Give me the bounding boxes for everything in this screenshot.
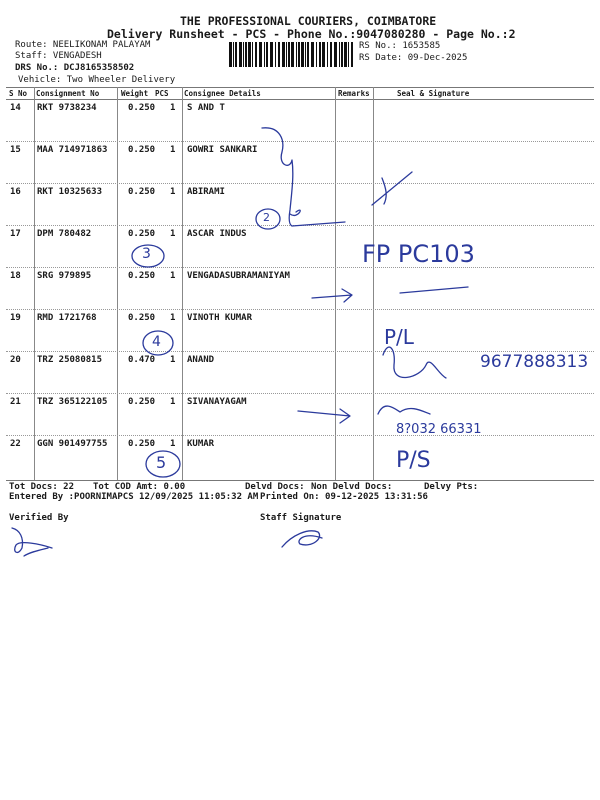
barcode-bar: [330, 42, 332, 67]
barcode-bar: [233, 42, 234, 67]
cell-consignment: TRZ 25080815: [37, 355, 103, 365]
barcode-bar: [341, 42, 343, 67]
handwritten-pl-1: P/L: [384, 325, 414, 349]
table-row: [0, 267, 600, 309]
cell-weight: 0.250: [128, 271, 156, 281]
cell-pcs: 1: [170, 397, 176, 407]
cell-consignee: VENGADASUBRAMANIYAM: [187, 271, 290, 281]
barcode-bar: [307, 42, 309, 67]
cell-sno: 14: [10, 103, 21, 113]
cell-consignee: ANAND: [187, 355, 215, 365]
handwritten-phone-1: 9677888313: [480, 352, 589, 372]
barcode-bar: [351, 42, 353, 67]
col-sno: S No: [9, 89, 28, 98]
cell-weight: 0.250: [128, 145, 156, 155]
barcode-bar: [316, 42, 317, 67]
table-row: [0, 309, 600, 351]
barcode-bar: [270, 42, 273, 67]
cell-consignment: RKT 10325633: [37, 187, 103, 197]
cell-pcs: 1: [170, 355, 176, 365]
cell-weight: 0.250: [128, 229, 156, 239]
row-divider: [6, 141, 594, 142]
barcode-bar: [305, 42, 306, 67]
handwritten-pl-2: P/S: [396, 448, 431, 473]
cell-consignee: VINOTH KUMAR: [187, 313, 253, 323]
non-delivered-docs: Non Delvd Docs:: [311, 482, 393, 492]
row-divider: [6, 309, 594, 310]
barcode-bar: [296, 42, 297, 67]
cell-pcs: 1: [170, 187, 176, 197]
staff-signature-mark: [282, 531, 322, 547]
col-weight: Weight: [121, 89, 149, 98]
handwritten-phone-2: 8?032 66331: [396, 422, 482, 437]
cell-consignee: ABIRAMI: [187, 187, 225, 197]
barcode-bar: [298, 42, 300, 67]
table-row: [0, 183, 600, 225]
table-row: [0, 225, 600, 267]
staff-label: Staff: VENGADESH: [15, 51, 102, 61]
row-divider: [6, 225, 594, 226]
barcode-bar: [235, 42, 237, 67]
cell-sno: 17: [10, 229, 21, 239]
footer-top-rule: [6, 480, 594, 481]
cell-consignee: KUMAR: [187, 439, 215, 449]
table-row: [0, 435, 600, 477]
col-remarks: Remarks: [338, 89, 370, 98]
cell-pcs: 1: [170, 271, 176, 281]
cell-weight: 0.250: [128, 397, 156, 407]
cell-weight: 0.250: [128, 313, 156, 323]
total-cod-amount: Tot COD Amt: 0.00: [93, 482, 186, 492]
row-divider: [6, 435, 594, 436]
cell-weight: 0.250: [128, 103, 156, 113]
row-divider: [6, 183, 594, 184]
barcode-bar: [243, 42, 244, 67]
handwritten-circle-2: 2: [263, 211, 270, 224]
cell-consignee: S AND T: [187, 103, 225, 113]
handwritten-circle-4: 4: [152, 334, 161, 350]
barcode-bar: [252, 42, 253, 67]
rs-date: RS Date: 09-Dec-2025: [359, 53, 468, 63]
cell-weight: 0.250: [128, 187, 156, 197]
barcode-bar: [264, 42, 265, 67]
cell-consignment: GGN 901497755: [37, 439, 108, 449]
barcode-bar: [291, 42, 294, 67]
row-divider: [6, 393, 594, 394]
table-row: [0, 141, 600, 183]
entered-by: Entered By :POORNIMAPCS 12/09/2025 11:05:32 AM: [9, 492, 259, 502]
col-consignment: Consignment No: [36, 89, 100, 98]
cell-consignment: RMD 1721768: [37, 313, 97, 323]
barcode: [229, 42, 354, 67]
total-docs: Tot Docs: 22: [9, 482, 75, 492]
company-title: THE PROFESSIONAL COURIERS, COIMBATORE: [180, 14, 437, 28]
barcode-bar: [311, 42, 314, 67]
cell-pcs: 1: [170, 313, 176, 323]
cell-consignment: DPM 780482: [37, 229, 92, 239]
cell-sno: 22: [10, 439, 21, 449]
barcode-bar: [322, 42, 325, 67]
cell-pcs: 1: [170, 145, 176, 155]
runsheet-subtitle: Delivery Runsheet - PCS - Phone No.:9047080280 - Page No.:2: [107, 27, 516, 41]
barcode-bar: [334, 42, 337, 67]
cell-weight: 0.250: [128, 439, 156, 449]
barcode-bar: [266, 42, 268, 67]
col-consignee: Consignee Details: [184, 89, 261, 98]
rs-number: RS No.: 1653585: [359, 41, 441, 51]
barcode-bar: [229, 42, 232, 67]
cell-sno: 15: [10, 145, 21, 155]
cell-consignment: TRZ 365122105: [37, 397, 108, 407]
barcode-bar: [282, 42, 285, 67]
cell-pcs: 1: [170, 229, 176, 239]
staff-signature-label: Staff Signature: [260, 513, 342, 523]
handwritten-fp: FP PC103: [362, 240, 475, 268]
barcode-bar: [286, 42, 287, 67]
handwritten-circle-5: 5: [156, 453, 167, 472]
cell-sno: 20: [10, 355, 21, 365]
barcode-bar: [348, 42, 349, 67]
route-label: Route: NEELIKONAM PALAYAM: [15, 40, 151, 50]
table-top-rule: [6, 87, 594, 88]
handwritten-circle-3: 3: [142, 246, 151, 262]
cell-sno: 18: [10, 271, 21, 281]
barcode-bar: [327, 42, 328, 67]
col-seal-signature: Seal & Signature: [397, 89, 470, 98]
cell-sno: 16: [10, 187, 21, 197]
cell-consignee: ASCAR INDUS: [187, 229, 247, 239]
cell-weight: 0.470: [128, 355, 156, 365]
printed-on: Printed On: 09-12-2025 13:31:56: [260, 492, 428, 502]
barcode-bar: [255, 42, 257, 67]
cell-consignment: RKT 9738234: [37, 103, 97, 113]
delivery-points: Delvy Pts:: [424, 482, 479, 492]
verified-signature: [12, 528, 52, 556]
cell-consignment: MAA 714971863: [37, 145, 108, 155]
table-row: [0, 393, 600, 435]
cell-sno: 19: [10, 313, 21, 323]
col-pcs: PCS: [155, 89, 169, 98]
barcode-bar: [259, 42, 262, 67]
delivered-docs: Delvd Docs:: [245, 482, 305, 492]
barcode-bar: [278, 42, 280, 67]
cell-consignee: GOWRI SANKARI: [187, 145, 258, 155]
barcode-bar: [239, 42, 242, 67]
barcode-bar: [319, 42, 321, 67]
row-divider: [6, 267, 594, 268]
table-header: [0, 89, 600, 99]
barcode-bar: [301, 42, 304, 67]
vehicle-label: Vehicle: Two Wheeler Delivery: [18, 75, 176, 85]
barcode-bar: [288, 42, 290, 67]
barcode-bar: [275, 42, 276, 67]
barcode-bar: [248, 42, 251, 67]
cell-sno: 21: [10, 397, 21, 407]
cell-pcs: 1: [170, 103, 176, 113]
verified-by-label: Verified By: [9, 513, 69, 523]
barcode-bar: [245, 42, 247, 67]
cell-consignment: SRG 979895: [37, 271, 92, 281]
barcode-bar: [344, 42, 347, 67]
drs-number: DRS No.: DCJ8165358502: [15, 63, 135, 73]
barcode-bar: [339, 42, 340, 67]
table-row: [0, 99, 600, 141]
cell-pcs: 1: [170, 439, 176, 449]
cell-consignee: SIVANAYAGAM: [187, 397, 247, 407]
